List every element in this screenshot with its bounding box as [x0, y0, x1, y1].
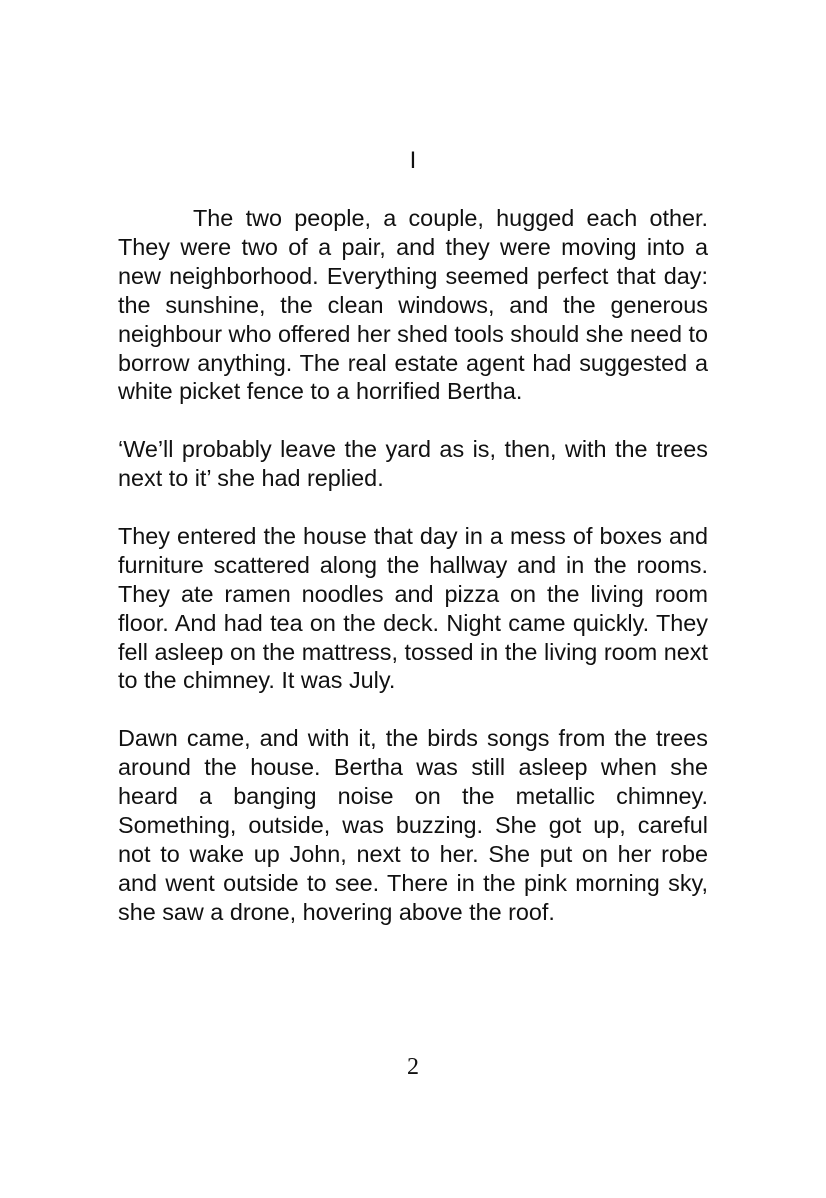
page-number: 2 [407, 1054, 419, 1080]
paragraph-4: Dawn came, and with it, the birds songs from the trees around the house. Bertha was still asleep when she heard a banging noise on the metallic chimney. Something, outside, was buzzing. She got up, careful not to wake up John, next to her. She put on her robe and went outside to see. There in the pink morning sky, she saw a drone, hovering above the roof. [118, 725, 708, 925]
chapter-body [118, 204, 708, 956]
paragraph-2: ‘We’ll probably leave the yard as is, then, with the trees next to it’ she had replied. [118, 436, 708, 492]
chapter-heading: I [409, 147, 417, 174]
paragraph-1: The two people, a couple, hugged each other. They were two of a pair, and they were moving into a new neighborhood. Everything seemed perfect that day: the sunshine, the clean windows, and the generous neighbour who offered her shed tools should she need to borrow anything. The real estate agent had suggested a white picket fence to a horrified Bertha. [118, 205, 708, 405]
paragraph-3: They entered the house that day in a mess of boxes and furniture scattered along the hallway and in the rooms. They ate ramen noodles and pizza on the living room floor. And had tea on the deck. Night came quickly. They fell asleep on the mattress, tossed in the living room next to the chimney. It was July. [118, 522, 708, 694]
